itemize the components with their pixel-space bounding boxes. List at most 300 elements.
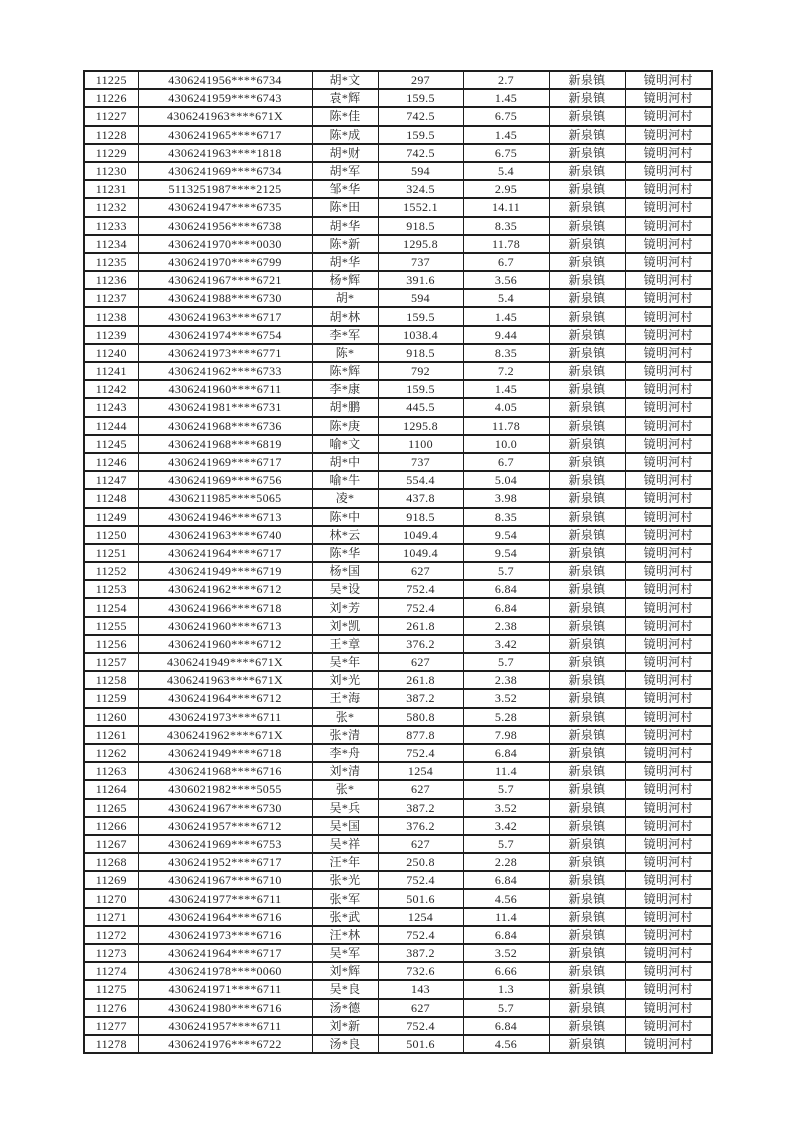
- town-cell: 新泉镇: [549, 453, 625, 471]
- row-index-cell: 11243: [84, 398, 138, 416]
- village-cell: 镜明河村: [625, 726, 712, 744]
- amount-cell: 752.4: [378, 871, 463, 889]
- amount-cell: 1295.8: [378, 235, 463, 253]
- town-cell: 新泉镇: [549, 235, 625, 253]
- amount-cell: 1254: [378, 762, 463, 780]
- village-cell: 镜明河村: [625, 580, 712, 598]
- table-row: [84, 198, 712, 216]
- id-number-cell: 4306241964****6716: [138, 908, 312, 926]
- subsidy-cell: 6.66: [463, 962, 549, 980]
- id-number-cell: 4306241968****6736: [138, 417, 312, 435]
- name-cell: 陈*庚: [312, 417, 378, 435]
- name-cell: 胡*林: [312, 307, 378, 325]
- id-number-cell: 4306241962****6733: [138, 362, 312, 380]
- subsidy-cell: 4.56: [463, 1035, 549, 1053]
- table-row: [84, 107, 712, 125]
- id-number-cell: 4306241947****6735: [138, 198, 312, 216]
- town-cell: 新泉镇: [549, 489, 625, 507]
- town-cell: 新泉镇: [549, 198, 625, 216]
- table-row: [84, 962, 712, 980]
- subsidy-cell: 9.54: [463, 544, 549, 562]
- id-number-cell: 4306241949****671X: [138, 653, 312, 671]
- village-cell: 镜明河村: [625, 307, 712, 325]
- name-cell: 陈*华: [312, 544, 378, 562]
- amount-cell: 387.2: [378, 689, 463, 707]
- name-cell: 胡*鹏: [312, 398, 378, 416]
- town-cell: 新泉镇: [549, 471, 625, 489]
- name-cell: 杨*国: [312, 562, 378, 580]
- town-cell: 新泉镇: [549, 598, 625, 616]
- row-index-cell: 11230: [84, 162, 138, 180]
- village-cell: 镜明河村: [625, 671, 712, 689]
- row-index-cell: 11278: [84, 1035, 138, 1053]
- subsidy-cell: 5.7: [463, 653, 549, 671]
- name-cell: 喻*文: [312, 435, 378, 453]
- name-cell: 吴*军: [312, 944, 378, 962]
- village-cell: 镜明河村: [625, 635, 712, 653]
- village-cell: 镜明河村: [625, 544, 712, 562]
- table-row: [84, 744, 712, 762]
- town-cell: 新泉镇: [549, 526, 625, 544]
- table-row: [84, 999, 712, 1017]
- town-cell: 新泉镇: [549, 817, 625, 835]
- amount-cell: 627: [378, 835, 463, 853]
- name-cell: 陈*新: [312, 235, 378, 253]
- village-cell: 镜明河村: [625, 799, 712, 817]
- id-number-cell: 4306241974****6754: [138, 326, 312, 344]
- village-cell: 镜明河村: [625, 253, 712, 271]
- subsidy-cell: 8.35: [463, 217, 549, 235]
- row-index-cell: 11254: [84, 598, 138, 616]
- id-number-cell: 4306241963****6717: [138, 307, 312, 325]
- subsidy-cell: 11.4: [463, 908, 549, 926]
- id-number-cell: 4306241952****6717: [138, 853, 312, 871]
- id-number-cell: 4306241980****6716: [138, 999, 312, 1017]
- id-number-cell: 4306241960****6711: [138, 380, 312, 398]
- row-index-cell: 11232: [84, 198, 138, 216]
- subsidy-cell: 3.52: [463, 799, 549, 817]
- subsidy-cell: 5.7: [463, 562, 549, 580]
- table-row: [84, 780, 712, 798]
- amount-cell: 752.4: [378, 744, 463, 762]
- id-number-cell: 4306241978****0060: [138, 962, 312, 980]
- row-index-cell: 11251: [84, 544, 138, 562]
- name-cell: 胡*文: [312, 71, 378, 89]
- amount-cell: 594: [378, 289, 463, 307]
- village-cell: 镜明河村: [625, 889, 712, 907]
- subsidy-cell: 2.95: [463, 180, 549, 198]
- table-row: [84, 653, 712, 671]
- row-index-cell: 11260: [84, 708, 138, 726]
- table-row: [84, 726, 712, 744]
- id-number-cell: 5113251987****2125: [138, 180, 312, 198]
- table-row: [84, 762, 712, 780]
- row-index-cell: 11250: [84, 526, 138, 544]
- id-number-cell: 4306241964****6717: [138, 944, 312, 962]
- row-index-cell: 11268: [84, 853, 138, 871]
- row-index-cell: 11277: [84, 1017, 138, 1035]
- village-cell: 镜明河村: [625, 689, 712, 707]
- row-index-cell: 11249: [84, 508, 138, 526]
- subsidy-cell: 7.2: [463, 362, 549, 380]
- town-cell: 新泉镇: [549, 144, 625, 162]
- table-row: [84, 944, 712, 962]
- village-cell: 镜明河村: [625, 980, 712, 998]
- name-cell: 喻*牛: [312, 471, 378, 489]
- name-cell: 袁*辉: [312, 89, 378, 107]
- subsidy-cell: 2.7: [463, 71, 549, 89]
- id-number-cell: 4306241981****6731: [138, 398, 312, 416]
- subsidy-cell: 5.4: [463, 289, 549, 307]
- name-cell: 陈*: [312, 344, 378, 362]
- table-row: [84, 508, 712, 526]
- table-row: [84, 617, 712, 635]
- town-cell: 新泉镇: [549, 380, 625, 398]
- name-cell: 王*海: [312, 689, 378, 707]
- row-index-cell: 11234: [84, 235, 138, 253]
- row-index-cell: 11241: [84, 362, 138, 380]
- row-index-cell: 11273: [84, 944, 138, 962]
- subsidy-cell: 6.84: [463, 580, 549, 598]
- table-row: [84, 635, 712, 653]
- row-index-cell: 11276: [84, 999, 138, 1017]
- village-cell: 镜明河村: [625, 198, 712, 216]
- name-cell: 刘*清: [312, 762, 378, 780]
- village-cell: 镜明河村: [625, 944, 712, 962]
- subsidy-cell: 5.7: [463, 780, 549, 798]
- row-index-cell: 11227: [84, 107, 138, 125]
- table-row: [84, 71, 712, 89]
- id-number-cell: 4306241969****6734: [138, 162, 312, 180]
- amount-cell: 742.5: [378, 107, 463, 125]
- id-number-cell: 4306241963****671X: [138, 671, 312, 689]
- name-cell: 吴*年: [312, 653, 378, 671]
- amount-cell: 324.5: [378, 180, 463, 198]
- subsidy-cell: 1.45: [463, 126, 549, 144]
- row-index-cell: 11244: [84, 417, 138, 435]
- row-index-cell: 11270: [84, 889, 138, 907]
- town-cell: 新泉镇: [549, 889, 625, 907]
- village-cell: 镜明河村: [625, 89, 712, 107]
- id-number-cell: 4306241970****0030: [138, 235, 312, 253]
- subsidy-cell: 6.75: [463, 107, 549, 125]
- town-cell: 新泉镇: [549, 271, 625, 289]
- id-number-cell: 4306241973****6771: [138, 344, 312, 362]
- town-cell: 新泉镇: [549, 617, 625, 635]
- subsidy-cell: 7.98: [463, 726, 549, 744]
- subsidy-cell: 9.54: [463, 526, 549, 544]
- village-cell: 镜明河村: [625, 508, 712, 526]
- table-row: [84, 217, 712, 235]
- table-row: [84, 526, 712, 544]
- table-row: [84, 1017, 712, 1035]
- village-cell: 镜明河村: [625, 107, 712, 125]
- name-cell: 汪*年: [312, 853, 378, 871]
- id-number-cell: 4306241959****6743: [138, 89, 312, 107]
- town-cell: 新泉镇: [549, 980, 625, 998]
- village-cell: 镜明河村: [625, 1035, 712, 1053]
- id-number-cell: 4306241962****671X: [138, 726, 312, 744]
- amount-cell: 554.4: [378, 471, 463, 489]
- row-index-cell: 11235: [84, 253, 138, 271]
- subsidy-cell: 4.56: [463, 889, 549, 907]
- village-cell: 镜明河村: [625, 908, 712, 926]
- village-cell: 镜明河村: [625, 562, 712, 580]
- id-number-cell: 4306241957****6712: [138, 817, 312, 835]
- table-row: [84, 708, 712, 726]
- id-number-cell: 4306241949****6719: [138, 562, 312, 580]
- amount-cell: 376.2: [378, 817, 463, 835]
- amount-cell: 159.5: [378, 89, 463, 107]
- subsidy-cell: 2.38: [463, 671, 549, 689]
- subsidy-cell: 5.7: [463, 835, 549, 853]
- amount-cell: 1100: [378, 435, 463, 453]
- id-number-cell: 4306241968****6819: [138, 435, 312, 453]
- table-row: [84, 307, 712, 325]
- row-index-cell: 11240: [84, 344, 138, 362]
- row-index-cell: 11252: [84, 562, 138, 580]
- name-cell: 胡*军: [312, 162, 378, 180]
- name-cell: 陈*佳: [312, 107, 378, 125]
- village-cell: 镜明河村: [625, 380, 712, 398]
- amount-cell: 877.8: [378, 726, 463, 744]
- town-cell: 新泉镇: [549, 107, 625, 125]
- subsidy-cell: 2.38: [463, 617, 549, 635]
- id-number-cell: 4306241967****6730: [138, 799, 312, 817]
- name-cell: 胡*中: [312, 453, 378, 471]
- amount-cell: 501.6: [378, 1035, 463, 1053]
- name-cell: 吴*良: [312, 980, 378, 998]
- amount-cell: 159.5: [378, 126, 463, 144]
- amount-cell: 752.4: [378, 926, 463, 944]
- table-row: [84, 144, 712, 162]
- town-cell: 新泉镇: [549, 326, 625, 344]
- table-row: [84, 853, 712, 871]
- town-cell: 新泉镇: [549, 999, 625, 1017]
- row-index-cell: 11242: [84, 380, 138, 398]
- table-row: [84, 180, 712, 198]
- amount-cell: 752.4: [378, 580, 463, 598]
- town-cell: 新泉镇: [549, 871, 625, 889]
- town-cell: 新泉镇: [549, 71, 625, 89]
- amount-cell: 159.5: [378, 380, 463, 398]
- table-row: [84, 362, 712, 380]
- id-number-cell: 4306021982****5055: [138, 780, 312, 798]
- name-cell: 张*军: [312, 889, 378, 907]
- village-cell: 镜明河村: [625, 598, 712, 616]
- town-cell: 新泉镇: [549, 926, 625, 944]
- name-cell: 林*云: [312, 526, 378, 544]
- village-cell: 镜明河村: [625, 617, 712, 635]
- village-cell: 镜明河村: [625, 780, 712, 798]
- id-number-cell: 4306241966****6718: [138, 598, 312, 616]
- table-row: [84, 908, 712, 926]
- row-index-cell: 11265: [84, 799, 138, 817]
- name-cell: 王*章: [312, 635, 378, 653]
- id-number-cell: 4306241965****6717: [138, 126, 312, 144]
- amount-cell: 627: [378, 999, 463, 1017]
- id-number-cell: 4306241969****6756: [138, 471, 312, 489]
- name-cell: 刘*光: [312, 671, 378, 689]
- town-cell: 新泉镇: [549, 344, 625, 362]
- town-cell: 新泉镇: [549, 635, 625, 653]
- amount-cell: 261.8: [378, 671, 463, 689]
- town-cell: 新泉镇: [549, 162, 625, 180]
- village-cell: 镜明河村: [625, 362, 712, 380]
- subsidy-cell: 6.7: [463, 453, 549, 471]
- row-index-cell: 11272: [84, 926, 138, 944]
- row-index-cell: 11245: [84, 435, 138, 453]
- id-number-cell: 4306241964****6717: [138, 544, 312, 562]
- amount-cell: 742.5: [378, 144, 463, 162]
- id-number-cell: 4306241969****6753: [138, 835, 312, 853]
- village-cell: 镜明河村: [625, 1017, 712, 1035]
- subsidy-cell: 8.35: [463, 344, 549, 362]
- table-row: [84, 580, 712, 598]
- amount-cell: 627: [378, 653, 463, 671]
- amount-cell: 918.5: [378, 344, 463, 362]
- name-cell: 陈*辉: [312, 362, 378, 380]
- row-index-cell: 11269: [84, 871, 138, 889]
- subsidy-cell: 3.98: [463, 489, 549, 507]
- id-number-cell: 4306241962****6712: [138, 580, 312, 598]
- subsidy-cell: 1.45: [463, 380, 549, 398]
- village-cell: 镜明河村: [625, 398, 712, 416]
- table-row: [84, 435, 712, 453]
- subsidy-cell: 6.84: [463, 598, 549, 616]
- row-index-cell: 11261: [84, 726, 138, 744]
- id-number-cell: 4306241973****6711: [138, 708, 312, 726]
- row-index-cell: 11239: [84, 326, 138, 344]
- town-cell: 新泉镇: [549, 726, 625, 744]
- village-cell: 镜明河村: [625, 871, 712, 889]
- name-cell: 李*舟: [312, 744, 378, 762]
- id-number-cell: 4306241946****6713: [138, 508, 312, 526]
- beneficiary-table: [83, 70, 713, 1054]
- subsidy-cell: 6.84: [463, 926, 549, 944]
- row-index-cell: 11236: [84, 271, 138, 289]
- subsidy-cell: 3.52: [463, 944, 549, 962]
- town-cell: 新泉镇: [549, 671, 625, 689]
- table-body: [84, 71, 712, 1053]
- village-cell: 镜明河村: [625, 526, 712, 544]
- subsidy-cell: 6.7: [463, 253, 549, 271]
- row-index-cell: 11246: [84, 453, 138, 471]
- town-cell: 新泉镇: [549, 908, 625, 926]
- subsidy-cell: 2.28: [463, 853, 549, 871]
- town-cell: 新泉镇: [549, 835, 625, 853]
- amount-cell: 1038.4: [378, 326, 463, 344]
- name-cell: 吴*设: [312, 580, 378, 598]
- row-index-cell: 11253: [84, 580, 138, 598]
- row-index-cell: 11264: [84, 780, 138, 798]
- id-number-cell: 4306241976****6722: [138, 1035, 312, 1053]
- amount-cell: 387.2: [378, 944, 463, 962]
- village-cell: 镜明河村: [625, 762, 712, 780]
- name-cell: 汪*林: [312, 926, 378, 944]
- town-cell: 新泉镇: [549, 307, 625, 325]
- row-index-cell: 11258: [84, 671, 138, 689]
- name-cell: 李*军: [312, 326, 378, 344]
- row-index-cell: 11238: [84, 307, 138, 325]
- row-index-cell: 11271: [84, 908, 138, 926]
- id-number-cell: 4306241949****6718: [138, 744, 312, 762]
- name-cell: 胡*: [312, 289, 378, 307]
- amount-cell: 159.5: [378, 307, 463, 325]
- row-index-cell: 11248: [84, 489, 138, 507]
- village-cell: 镜明河村: [625, 326, 712, 344]
- row-index-cell: 11259: [84, 689, 138, 707]
- name-cell: 陈*中: [312, 508, 378, 526]
- amount-cell: 580.8: [378, 708, 463, 726]
- table-row: [84, 1035, 712, 1053]
- id-number-cell: 4306241967****6710: [138, 871, 312, 889]
- amount-cell: 752.4: [378, 1017, 463, 1035]
- town-cell: 新泉镇: [549, 89, 625, 107]
- town-cell: 新泉镇: [549, 180, 625, 198]
- id-number-cell: 4306241968****6716: [138, 762, 312, 780]
- name-cell: 吴*兵: [312, 799, 378, 817]
- table-row: [84, 598, 712, 616]
- id-number-cell: 4306241969****6717: [138, 453, 312, 471]
- subsidy-cell: 5.04: [463, 471, 549, 489]
- amount-cell: 627: [378, 780, 463, 798]
- subsidy-cell: 1.45: [463, 89, 549, 107]
- table-row: [84, 253, 712, 271]
- name-cell: 李*康: [312, 380, 378, 398]
- id-number-cell: 4306241956****6738: [138, 217, 312, 235]
- amount-cell: 918.5: [378, 217, 463, 235]
- id-number-cell: 4306241956****6734: [138, 71, 312, 89]
- id-number-cell: 4306241963****6740: [138, 526, 312, 544]
- village-cell: 镜明河村: [625, 344, 712, 362]
- table-row: [84, 926, 712, 944]
- village-cell: 镜明河村: [625, 471, 712, 489]
- row-index-cell: 11275: [84, 980, 138, 998]
- table-row: [84, 235, 712, 253]
- id-number-cell: 4306211985****5065: [138, 489, 312, 507]
- town-cell: 新泉镇: [549, 708, 625, 726]
- amount-cell: 1295.8: [378, 417, 463, 435]
- town-cell: 新泉镇: [549, 544, 625, 562]
- table-row: [84, 489, 712, 507]
- subsidy-cell: 3.56: [463, 271, 549, 289]
- town-cell: 新泉镇: [549, 580, 625, 598]
- town-cell: 新泉镇: [549, 126, 625, 144]
- row-index-cell: 11226: [84, 89, 138, 107]
- id-number-cell: 4306241960****6713: [138, 617, 312, 635]
- subsidy-cell: 11.78: [463, 417, 549, 435]
- name-cell: 汤*德: [312, 999, 378, 1017]
- village-cell: 镜明河村: [625, 126, 712, 144]
- table-row: [84, 471, 712, 489]
- name-cell: 张*: [312, 780, 378, 798]
- village-cell: 镜明河村: [625, 235, 712, 253]
- id-number-cell: 4306241960****6712: [138, 635, 312, 653]
- name-cell: 汤*良: [312, 1035, 378, 1053]
- table-row: [84, 453, 712, 471]
- name-cell: 杨*辉: [312, 271, 378, 289]
- row-index-cell: 11267: [84, 835, 138, 853]
- row-index-cell: 11266: [84, 817, 138, 835]
- row-index-cell: 11255: [84, 617, 138, 635]
- name-cell: 胡*财: [312, 144, 378, 162]
- subsidy-cell: 10.0: [463, 435, 549, 453]
- amount-cell: 627: [378, 562, 463, 580]
- amount-cell: 1552.1: [378, 198, 463, 216]
- amount-cell: 376.2: [378, 635, 463, 653]
- name-cell: 凌*: [312, 489, 378, 507]
